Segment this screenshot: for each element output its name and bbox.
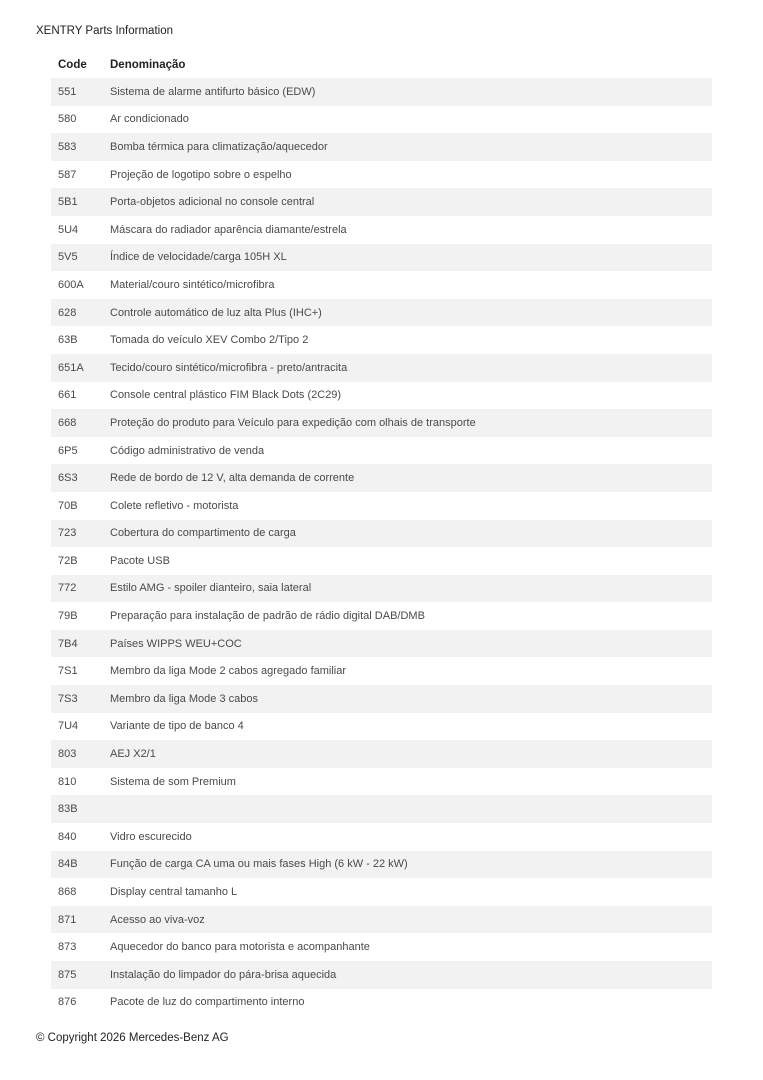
row-code: 723: [58, 527, 77, 540]
row-code: 6P5: [58, 444, 78, 457]
row-description: Aquecedor do banco para motorista e acompanhante: [110, 941, 370, 954]
table-row: [51, 685, 712, 713]
row-code: 803: [58, 748, 77, 761]
row-code: 79B: [58, 610, 78, 623]
table-row: [51, 437, 712, 465]
row-description: Console central plástico FIM Black Dots (2C29): [110, 389, 342, 402]
row-code: 873: [58, 941, 77, 954]
table-row: [51, 409, 712, 437]
row-code: 551: [58, 85, 77, 98]
row-code: 875: [58, 968, 77, 981]
row-code: 661: [58, 389, 77, 402]
row-description: Material/couro sintético/microfibra: [110, 278, 275, 291]
table-row: [51, 520, 712, 548]
row-code: 7B4: [58, 637, 78, 650]
row-code: 810: [58, 775, 77, 788]
table-row: [51, 713, 712, 741]
table-row: [51, 354, 712, 382]
parts-table: [51, 51, 712, 1016]
row-code: 7S3: [58, 692, 78, 705]
row-code: 63B: [58, 334, 78, 347]
table-row: [51, 740, 712, 768]
table-row: [51, 106, 712, 134]
row-description: Índice de velocidade/carga 105H XL: [110, 251, 287, 264]
table-row: [51, 989, 712, 1017]
row-description: Pacote USB: [110, 554, 170, 567]
row-description: Proteção do produto para Veículo para expedição com olhais de transporte: [110, 416, 476, 429]
table-row: [51, 906, 712, 934]
table-row: [51, 602, 712, 630]
row-description: Máscara do radiador aparência diamante/estrela: [110, 223, 347, 236]
row-code: 83B: [58, 803, 78, 816]
table-row: [51, 216, 712, 244]
table-row: [51, 271, 712, 299]
row-description: Sistema de alarme antifurto básico (EDW): [110, 85, 316, 98]
row-description: Variante de tipo de banco 4: [110, 720, 244, 733]
row-description: Instalação do limpador do pára-brisa aquecida: [110, 968, 337, 981]
row-code: 772: [58, 582, 77, 595]
row-description: Vidro escurecido: [110, 830, 192, 843]
table-row: [51, 133, 712, 161]
table-row: [51, 547, 712, 575]
row-code: 868: [58, 886, 77, 899]
row-code: 7S1: [58, 665, 78, 678]
row-description: Porta-objetos adicional no console central: [110, 196, 315, 209]
row-code: 583: [58, 140, 77, 153]
row-code: 84B: [58, 858, 78, 871]
page-header-title: XENTRY Parts Information: [36, 25, 173, 37]
row-description: Display central tamanho L: [110, 886, 238, 899]
row-description: Função de carga CA uma ou mais fases High (6 kW - 22 kW): [110, 858, 408, 871]
row-code: 876: [58, 996, 77, 1009]
table-row: [51, 464, 712, 492]
table-body: [51, 78, 712, 1016]
row-code: 651A: [58, 361, 84, 374]
row-code: 72B: [58, 554, 78, 567]
table-row: [51, 244, 712, 272]
table-row: [51, 188, 712, 216]
column-header-code: Code: [58, 58, 87, 71]
row-description: Bomba térmica para climatização/aquecedor: [110, 140, 328, 153]
row-code: 628: [58, 306, 77, 319]
table-row: [51, 851, 712, 879]
row-description: Acesso ao viva-voz: [110, 913, 205, 926]
row-description: Membro da liga Mode 3 cabos: [110, 692, 258, 705]
row-code: 7U4: [58, 720, 79, 733]
row-description: Sistema de som Premium: [110, 775, 236, 788]
copyright-footer: © Copyright 2026 Mercedes-Benz AG: [36, 1032, 229, 1044]
row-description: Ar condicionado: [110, 113, 189, 126]
table-row: [51, 630, 712, 658]
row-description: Países WIPPS WEU+COC: [110, 637, 242, 650]
table-row: [51, 575, 712, 603]
row-description: Membro da liga Mode 2 cabos agregado familiar: [110, 665, 347, 678]
row-description: Tomada do veículo XEV Combo 2/Tipo 2: [110, 334, 309, 347]
row-code: 5V5: [58, 251, 78, 264]
row-code: 70B: [58, 499, 78, 512]
table-row: [51, 299, 712, 327]
row-code: 5U4: [58, 223, 79, 236]
row-description: Rede de bordo de 12 V, alta demanda de corrente: [110, 472, 355, 485]
row-code: 668: [58, 416, 77, 429]
row-description: Projeção de logotipo sobre o espelho: [110, 168, 292, 181]
row-description: Cobertura do compartimento de carga: [110, 527, 296, 540]
row-description: Estilo AMG - spoiler dianteiro, saia lateral: [110, 582, 312, 595]
table-row: [51, 382, 712, 410]
table-row: [51, 795, 712, 823]
row-description: Código administrativo de venda: [110, 444, 265, 457]
table-row: [51, 878, 712, 906]
row-description: AEJ X2/1: [110, 748, 156, 761]
row-code: 6S3: [58, 472, 78, 485]
row-code: 600A: [58, 278, 84, 291]
row-description: Controle automático de luz alta Plus (IHC+): [110, 306, 322, 319]
table-row: [51, 961, 712, 989]
row-description: Preparação para instalação de padrão de rádio digital DAB/DMB: [110, 610, 425, 623]
row-code: 587: [58, 168, 77, 181]
table-row: [51, 78, 712, 106]
row-code: 840: [58, 830, 77, 843]
table-header-row: [51, 51, 712, 78]
row-description: Tecido/couro sintético/microfibra - preto/antracita: [110, 361, 348, 374]
column-header-description: Denominação: [110, 58, 186, 71]
table-row: [51, 933, 712, 961]
row-description: Colete refletivo - motorista: [110, 499, 239, 512]
table-row: [51, 657, 712, 685]
row-code: 5B1: [58, 196, 78, 209]
row-code: 871: [58, 913, 77, 926]
table-row: [51, 326, 712, 354]
table-row: [51, 161, 712, 189]
table-row: [51, 492, 712, 520]
row-code: 580: [58, 113, 77, 126]
table-row: [51, 768, 712, 796]
row-description: Pacote de luz do compartimento interno: [110, 996, 305, 1009]
table-row: [51, 823, 712, 851]
